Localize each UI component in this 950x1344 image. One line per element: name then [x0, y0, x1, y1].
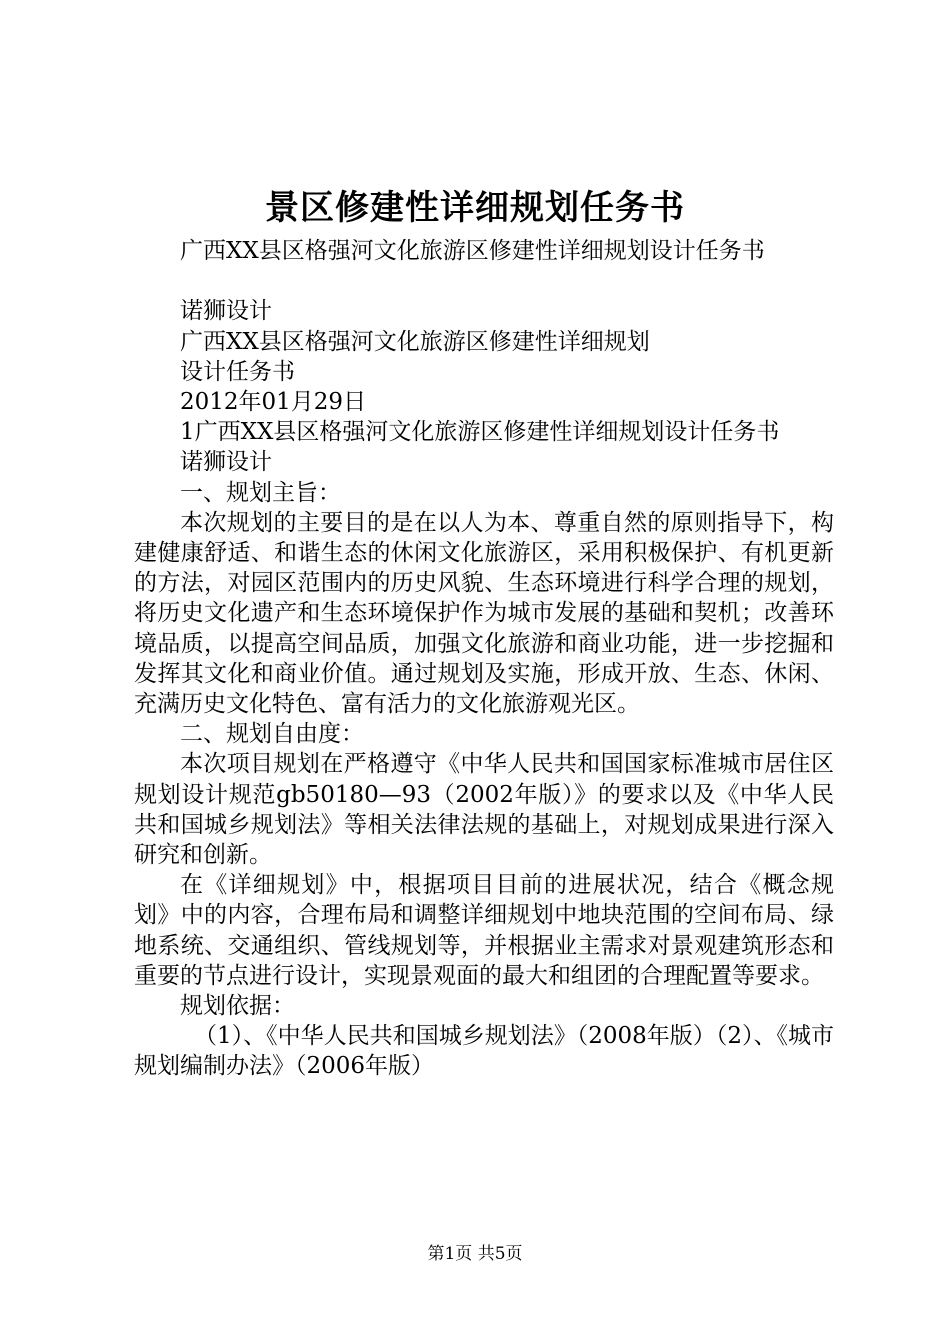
- section2-paragraph-2: 在《详细规划》中，根据项目目前的进展状况，结合《概念规划》中的内容，合理布局和调整详细规划中地块范围的空间布局、绿地系统、交通组织、管线规划等，并根据业主需求对景观建筑形态和重要的节点进行设计，实现景观面的最大和组团的合理配置等要求。: [134, 872, 834, 989]
- basis-list-item: （1）、《中华人民共和国城乡规划法》（2008年版）（2）、《城市规划编制办法》（2006年版）: [134, 1023, 834, 1080]
- project-name: 广西XX县区格强河文化旅游区修建性详细规划: [180, 328, 650, 355]
- document-type: 设计任务书: [180, 358, 295, 385]
- document-subtitle: 广西XX县区格强河文化旅游区修建性详细规划设计任务书: [180, 238, 765, 264]
- company-name-2: 诺狮设计: [180, 449, 272, 476]
- spacer: [134, 266, 834, 296]
- page-footer: 第1页 共5页: [427, 1244, 523, 1264]
- toc-line: 1广西XX县区格强河文化旅游区修建性详细规划设计任务书: [180, 419, 780, 446]
- section1-body: 本次规划的主要目的是在以人为本、尊重自然的原则指导下，构建健康舒适、和谐生态的休闲文化旅游区，采用积极保护、有机更新的方法，对园区范围内的历史风貌、生态环境进行科学合理的规划，将历史文化遗产和生态环境保护作为城市发展的基础和契机；改善环境品质，以提高空间品质，加强文化旅游和商业功能，进一步挖掘和发挥其文化和商业价值。通过规划及实施，形成开放、生态、休闲、充满历史文化特色、富有活力的文化旅游观光区。: [134, 509, 834, 718]
- document-date: 2012年01月29日: [180, 389, 367, 415]
- document-title: 景区修建性详细规划任务书: [265, 188, 685, 228]
- document-body: [134, 236, 834, 1082]
- section2-heading: 二、规划自由度：: [180, 721, 364, 748]
- basis-heading: 规划依据：: [180, 993, 295, 1020]
- section2-paragraph-1: 本次项目规划在严格遵守《中华人民共和国国家标准城市居住区规划设计规范gb50180—93（2002年版）》的要求以及《中华人民共和国城乡规划法》等相关法律法规的基础上，对规划成果进行深入研究和创新。: [134, 751, 834, 869]
- section1-heading: 一、规划主旨：: [180, 479, 341, 506]
- company-name: 诺狮设计: [180, 298, 272, 325]
